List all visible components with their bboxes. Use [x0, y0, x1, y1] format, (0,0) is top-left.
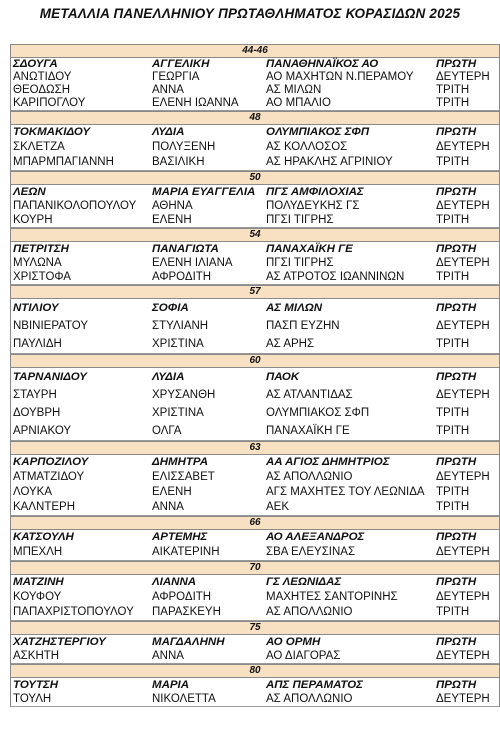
- club-cell: ΣΒΑ ΕΛΕΥΣΙΝΑΣ: [266, 546, 356, 558]
- club-cell: ΟΛΥΜΠΙΑΚΟΣ ΣΦΠ: [266, 126, 370, 138]
- surname-cell: ΤΟΥΤΣΗ: [13, 679, 59, 691]
- winner-row: [11, 530, 499, 545]
- weight-class-group: [11, 185, 499, 228]
- surname-cell: ΤΑΡΝΑΝΙΔΟΥ: [13, 371, 87, 383]
- surname-cell: ΚΑΡΙΠΟΓΛΟΥ: [13, 97, 86, 109]
- first-name-cell: ΕΛΕΝΗ ΙΛΙΑΝΑ: [152, 257, 233, 269]
- place-cell: ΠΡΩΤΗ: [436, 636, 477, 648]
- weight-class-header: 50: [11, 171, 499, 185]
- table-row: [11, 256, 499, 270]
- weight-class-header: 44-46: [11, 44, 499, 58]
- weight-class-header: 70: [11, 561, 499, 575]
- first-name-cell: ΒΑΣΙΛΙΚΗ: [152, 156, 205, 168]
- winner-row: [11, 242, 499, 256]
- club-cell: ΠΑΟΚ: [266, 371, 300, 383]
- table-row: [11, 270, 499, 284]
- surname-cell: ΤΟΥΛΗ: [13, 693, 52, 705]
- club-cell: ΠΟΛΥΔΕΥΚΗΣ ΓΣ: [266, 200, 360, 212]
- first-name-cell: ΛΥΔΙΑ: [152, 371, 185, 383]
- first-name-cell: ΓΕΩΡΓΙΑ: [152, 71, 200, 83]
- place-cell: ΤΡΙΤΗ: [436, 271, 470, 283]
- place-cell: ΠΡΩΤΗ: [436, 456, 477, 468]
- place-cell: ΔΕΥΤΕΡΗ: [436, 471, 490, 483]
- surname-cell: ΠΑΠΑΧΡΙΣΤΟΠΟΥΛΟΥ: [13, 606, 134, 618]
- first-name-cell: ΜΑΓΔΑΛΗΝΗ: [152, 636, 225, 648]
- first-name-cell: ΑΦΡΟΔΙΤΗ: [152, 271, 212, 283]
- surname-cell: ΚΑΡΠΟΖΙΛΟΥ: [13, 456, 89, 468]
- club-cell: ΠΓΣΙ ΤΙΓΡΗΣ: [266, 257, 334, 269]
- table-row: [11, 317, 499, 335]
- first-name-cell: ΠΟΛΥΞΕΝΗ: [152, 141, 216, 153]
- weight-class-header: 80: [11, 664, 499, 678]
- place-cell: ΤΡΙΤΗ: [436, 425, 470, 437]
- table-row: [11, 470, 499, 485]
- weight-class-header: 75: [11, 621, 499, 635]
- place-cell: ΔΕΥΤΕΡΗ: [436, 141, 490, 153]
- club-cell: ΑΟ ΔΙΑΓΟΡΑΣ: [266, 650, 341, 662]
- table-row: [11, 605, 499, 620]
- first-name-cell: ΑΝΝΑ: [152, 501, 184, 513]
- surname-cell: ΣΤΑΥΡΗ: [13, 389, 57, 401]
- first-name-cell: ΟΛΓΑ: [152, 425, 182, 437]
- club-cell: ΜΑΧΗΤΕΣ ΣΑΝΤΟΡΙΝΗΣ: [266, 591, 398, 603]
- weight-class-header: 48: [11, 111, 499, 125]
- place-cell: ΤΡΙΤΗ: [436, 214, 470, 226]
- winner-row: [11, 58, 499, 71]
- table-row: [11, 155, 499, 170]
- club-cell: ΑΣ ΜΙΛΩΝ: [266, 302, 323, 314]
- first-name-cell: ΣΤΥΛΙΑΝΗ: [152, 320, 209, 332]
- place-cell: ΠΡΩΤΗ: [436, 243, 477, 255]
- winner-row: [11, 299, 499, 317]
- place-cell: ΠΡΩΤΗ: [436, 186, 477, 198]
- place-cell: ΔΕΥΤΕΡΗ: [436, 650, 490, 662]
- club-cell: ΑΣ ΑΠΟΛΛΩΝΙΟ: [266, 693, 353, 705]
- first-name-cell: ΕΛΕΝΗ: [152, 214, 192, 226]
- weight-class-header: 60: [11, 354, 499, 368]
- weight-class-group: [11, 635, 499, 664]
- winner-row: [11, 455, 499, 470]
- surname-cell: ΚΟΥΡΗ: [13, 214, 53, 226]
- table-row: [11, 422, 499, 440]
- place-cell: ΔΕΥΤΕΡΗ: [436, 389, 490, 401]
- place-cell: ΤΡΙΤΗ: [436, 156, 470, 168]
- first-name-cell: ΑΘΗΝΑ: [152, 200, 193, 212]
- surname-cell: ΤΟΚΜΑΚΙΔΟΥ: [13, 126, 91, 138]
- club-cell: ΑΟ ΜΑΧΗΤΩΝ Ν.ΠΕΡΑΜΟΥ: [266, 71, 414, 83]
- place-cell: ΠΡΩΤΗ: [436, 58, 477, 70]
- place-cell: ΔΕΥΤΕΡΗ: [436, 200, 490, 212]
- weight-class-header: 54: [11, 228, 499, 242]
- weight-class-group: [11, 58, 499, 111]
- weight-class-group: [11, 455, 499, 516]
- place-cell: ΤΡΙΤΗ: [436, 486, 470, 498]
- surname-cell: ΧΑΤΖΗΣΤΕΡΓΙΟΥ: [13, 636, 106, 648]
- first-name-cell: ΛΥΔΙΑ: [152, 126, 185, 138]
- surname-cell: ΚΟΥΦΟΥ: [13, 591, 62, 603]
- first-name-cell: ΑΙΚΑΤΕΡΙΝΗ: [152, 546, 220, 558]
- weight-class-group: [11, 575, 499, 621]
- place-cell: ΤΡΙΤΗ: [436, 84, 470, 96]
- first-name-cell: ΕΛΕΝΗ ΙΩΑΝΝΑ: [152, 97, 239, 109]
- club-cell: ΠΑΝΑΘΗΝΑΪΚΟΣ ΑΟ: [266, 58, 379, 70]
- surname-cell: ΜΠΑΡΜΠΑΓΙΑΝΝΗ: [13, 156, 114, 168]
- club-cell: ΑΣ ΑΡΗΣ: [266, 338, 315, 350]
- first-name-cell: ΜΑΡΙΑ ΕΥΑΓΓΕΛΙΑ: [152, 186, 256, 198]
- place-cell: ΠΡΩΤΗ: [436, 302, 477, 314]
- place-cell: ΠΡΩΤΗ: [436, 531, 477, 543]
- surname-cell: ΑΤΜΑΤΖΙΔΟΥ: [13, 471, 85, 483]
- surname-cell: ΝΤΙΛΙΟΥ: [13, 302, 59, 314]
- winner-row: [11, 185, 499, 199]
- place-cell: ΤΡΙΤΗ: [436, 407, 470, 419]
- place-cell: ΤΡΙΤΗ: [436, 501, 470, 513]
- table-row: [11, 545, 499, 560]
- surname-cell: ΛΟΥΚΑ: [13, 486, 53, 498]
- surname-cell: ΠΑΥΛΙΔΗ: [13, 338, 62, 350]
- surname-cell: ΝΒΙΝΙΕΡΑΤΟΥ: [13, 320, 89, 332]
- first-name-cell: ΠΑΡΑΣΚΕΥΗ: [152, 606, 221, 618]
- table-row: [11, 199, 499, 213]
- first-name-cell: ΠΑΝΑΓΙΩΤΑ: [152, 243, 219, 255]
- club-cell: ΠΓΣΙ ΤΙΓΡΗΣ: [266, 214, 334, 226]
- weight-class-group: [11, 530, 499, 561]
- winner-row: [11, 678, 499, 692]
- club-cell: ΠΓΣ ΑΜΦΙΛΟΧΙΑΣ: [266, 186, 364, 198]
- club-cell: ΑΣ ΑΠΟΛΛΩΝΙΟ: [266, 471, 353, 483]
- club-cell: ΑΣ ΑΤΡΟΤΟΣ ΙΩΑΝΝΙΝΩΝ: [266, 271, 405, 283]
- place-cell: ΠΡΩΤΗ: [436, 371, 477, 383]
- weight-class-group: [11, 242, 499, 285]
- page-title: ΜΕΤΑΛΛΙΑ ΠΑΝΕΛΛΗΝΙΟΥ ΠΡΩΤΑΘΛΗΜΑΤΟΣ ΚΟΡΑΣΙΔΩΝ 2025: [39, 6, 461, 21]
- club-cell: ΓΣ ΛΕΩΝΙΔΑΣ: [266, 576, 342, 588]
- winner-row: [11, 575, 499, 590]
- club-cell: ΑΣ ΚΟΛΛΟΣΟΣ: [266, 141, 348, 153]
- first-name-cell: ΛΙΑΝΝΑ: [152, 576, 197, 588]
- club-cell: ΑΣ ΑΤΛΑΝΤΙΔΑΣ: [266, 389, 353, 401]
- surname-cell: ΑΣΚΗΤΗ: [13, 650, 60, 662]
- club-cell: ΑΑ ΑΓΙΟΣ ΔΗΜΗΤΡΙΟΣ: [266, 456, 390, 468]
- club-cell: ΠΑΝΑΧΑΪΚΗ ΓΕ: [266, 425, 350, 437]
- surname-cell: ΣΔΟΥΓΑ: [13, 58, 58, 70]
- weight-class-group: [11, 299, 499, 354]
- first-name-cell: ΔΗΜΗΤΡΑ: [152, 456, 209, 468]
- club-cell: ΑΣ ΑΠΟΛΛΩΝΙΟ: [266, 606, 353, 618]
- table-row: [11, 404, 499, 422]
- table-row: [11, 485, 499, 500]
- medals-table: [10, 44, 500, 707]
- place-cell: ΠΡΩΤΗ: [436, 679, 477, 691]
- weight-class-header: 57: [11, 285, 499, 299]
- table-row: [11, 692, 499, 706]
- weight-class-group: [11, 368, 499, 441]
- table-row: [11, 213, 499, 227]
- surname-cell: ΑΡΝΙΑΚΟΥ: [13, 425, 72, 437]
- first-name-cell: ΧΡΙΣΤΙΝΑ: [152, 407, 204, 419]
- weight-class-group: [11, 678, 499, 707]
- weight-class-header: 63: [11, 441, 499, 455]
- club-cell: ΑΠΣ ΠΕΡΑΜΑΤΟΣ: [266, 679, 363, 691]
- club-cell: ΑΓΣ ΜΑΧΗΤΕΣ ΤΟΥ ΛΕΩΝΙΔΑ: [266, 486, 425, 498]
- table-row: [11, 84, 499, 97]
- surname-cell: ΛΕΩΝ: [13, 186, 46, 198]
- first-name-cell: ΝΙΚΟΛΕΤΤΑ: [152, 693, 216, 705]
- club-cell: ΑΟ ΟΡΜΗ: [266, 636, 321, 648]
- table-row: [11, 500, 499, 515]
- surname-cell: ΣΚΛΕΤΖΑ: [13, 141, 65, 153]
- surname-cell: ΜΠΕΧΛΗ: [13, 546, 63, 558]
- place-cell: ΠΡΩΤΗ: [436, 576, 477, 588]
- place-cell: ΔΕΥΤΕΡΗ: [436, 546, 490, 558]
- club-cell: ΟΛΥΜΠΙΑΚΟΣ ΣΦΠ: [266, 407, 370, 419]
- first-name-cell: ΑΓΓΕΛΙΚΗ: [152, 58, 210, 70]
- place-cell: ΤΡΙΤΗ: [436, 97, 470, 109]
- first-name-cell: ΕΛΕΝΗ: [152, 486, 192, 498]
- place-cell: ΔΕΥΤΕΡΗ: [436, 71, 490, 83]
- first-name-cell: ΣΟΦΙΑ: [152, 302, 189, 314]
- first-name-cell: ΧΡΙΣΤΙΝΑ: [152, 338, 204, 350]
- club-cell: ΑΣ ΗΡΑΚΛΗΣ ΑΓΡΙΝΙΟΥ: [266, 156, 393, 168]
- table-row: [11, 335, 499, 353]
- place-cell: ΠΡΩΤΗ: [436, 126, 477, 138]
- weight-class-header: 66: [11, 516, 499, 530]
- table-row: [11, 386, 499, 404]
- surname-cell: ΠΕΤΡΙΤΣΗ: [13, 243, 69, 255]
- club-cell: ΠΑΝΑΧΑΪΚΗ ΓΕ: [266, 243, 353, 255]
- first-name-cell: ΜΑΡΙΑ: [152, 679, 190, 691]
- first-name-cell: ΧΡΥΣΑΝΘΗ: [152, 389, 216, 401]
- club-cell: ΑΟ ΑΛΕΞΑΝΔΡΟΣ: [266, 531, 365, 543]
- club-cell: ΑΟ ΜΠΑΛΙΟ: [266, 97, 331, 109]
- surname-cell: ΧΡΙΣΤΟΦΑ: [13, 271, 71, 283]
- first-name-cell: ΑΡΤΕΜΗΣ: [152, 531, 208, 543]
- surname-cell: ΘΕΟΔΩΣΗ: [13, 84, 71, 96]
- table-row: [11, 140, 499, 155]
- first-name-cell: ΕΛΙΣΣΑΒΕΤ: [152, 471, 215, 483]
- surname-cell: ΔΟΥΒΡΗ: [13, 407, 61, 419]
- club-cell: ΑΕΚ: [266, 501, 290, 513]
- surname-cell: ΑΝΩΤΙΔΟΥ: [13, 71, 72, 83]
- table-row: [11, 590, 499, 605]
- surname-cell: ΚΑΤΣΟΥΛΗ: [13, 531, 74, 543]
- winner-row: [11, 368, 499, 386]
- club-cell: ΑΣ ΜΙΛΩΝ: [266, 84, 322, 96]
- place-cell: ΔΕΥΤΕΡΗ: [436, 591, 490, 603]
- club-cell: ΠΑΣΠ ΕΥΖΗΝ: [266, 320, 340, 332]
- surname-cell: ΜΑΤΖΙΝΗ: [13, 576, 64, 588]
- table-row: [11, 649, 499, 663]
- place-cell: ΔΕΥΤΕΡΗ: [436, 257, 490, 269]
- surname-cell: ΚΑΛΝΤΕΡΗ: [13, 501, 75, 513]
- surname-cell: ΜΥΛΩΝΑ: [13, 257, 62, 269]
- weight-class-group: [11, 125, 499, 171]
- first-name-cell: ΑΦΡΟΔΙΤΗ: [152, 591, 212, 603]
- place-cell: ΤΡΙΤΗ: [436, 338, 470, 350]
- winner-row: [11, 125, 499, 140]
- first-name-cell: ΑΝΝΑ: [152, 84, 184, 96]
- place-cell: ΤΡΙΤΗ: [436, 606, 470, 618]
- place-cell: ΔΕΥΤΕΡΗ: [436, 693, 490, 705]
- first-name-cell: ΑΝΝΑ: [152, 650, 184, 662]
- table-row: [11, 97, 499, 110]
- winner-row: [11, 635, 499, 649]
- table-row: [11, 71, 499, 84]
- place-cell: ΔΕΥΤΕΡΗ: [436, 320, 490, 332]
- surname-cell: ΠΑΠΑΝΙΚΟΛΟΠΟΥΛΟΥ: [13, 200, 137, 212]
